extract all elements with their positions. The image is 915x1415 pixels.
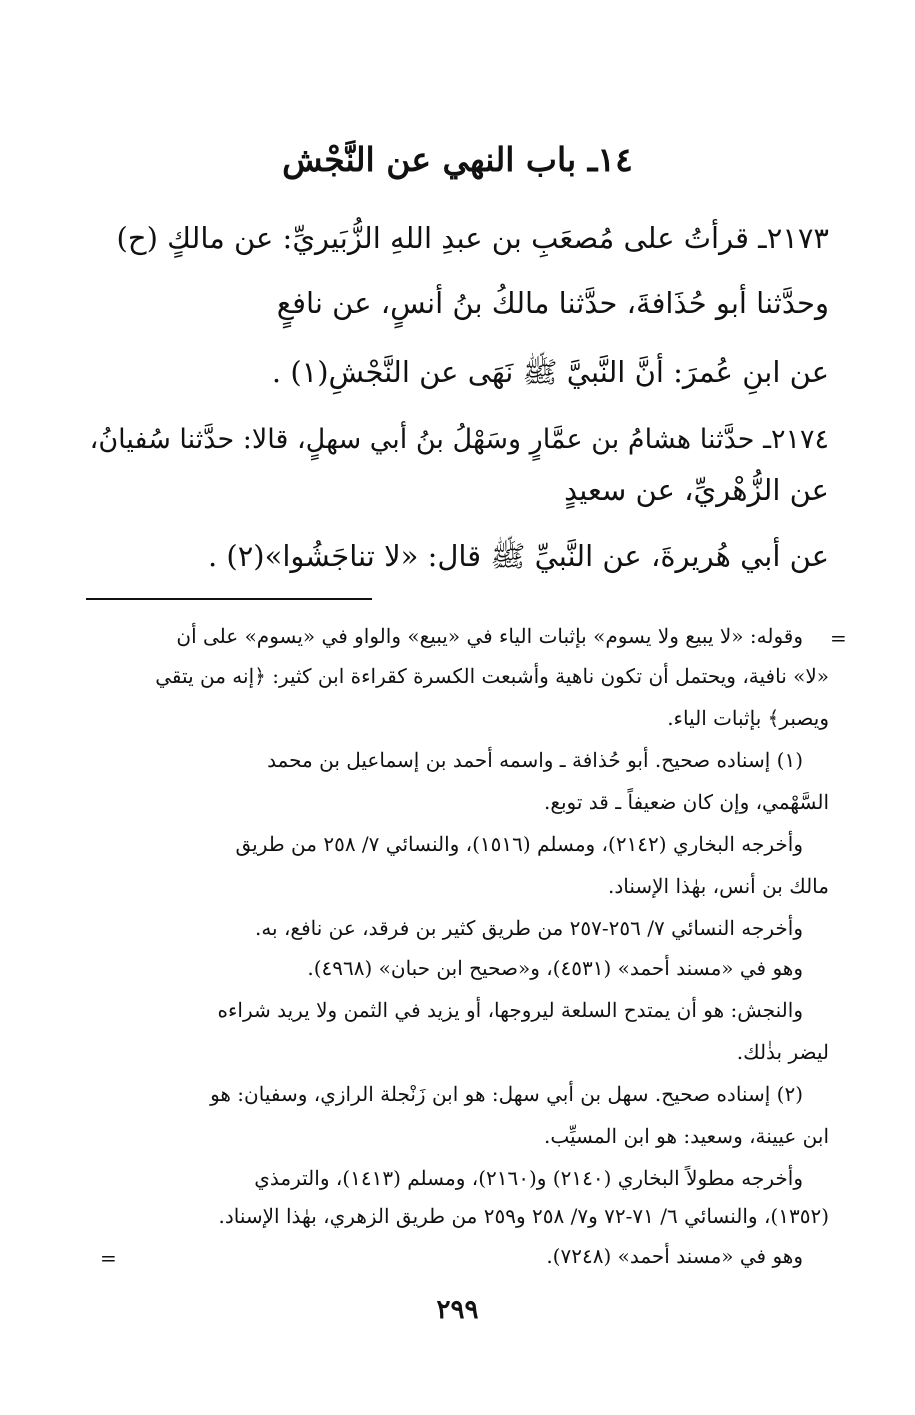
footnote-line: (٢) إسناده صحيح. سهل بن أبي سهل: هو ابن زَنْجلة الرازي، وسفيان: هو xyxy=(210,1082,803,1106)
continuation-mark-top: = xyxy=(830,626,847,650)
footnote-line: (١) إسناده صحيح. أبو حُذافة ـ واسمه أحمد بن إسماعيل بن محمد xyxy=(267,748,803,772)
page-number: ٢٩٩ xyxy=(436,1295,479,1325)
hadith-2173-line-1: ٢١٧٣ـ قرأتُ على مُصعَبِ بن عبدِ اللهِ الزُّبَيريِّ: عن مالكٍ (ح) xyxy=(116,221,829,255)
footnote-line: وهو في «مسند أحمد» (٤٥٣١)، و«صحيح ابن حبان» (٤٩٦٨). xyxy=(307,956,803,980)
footnote-line: ابن عيينة، وسعيد: هو ابن المسيِّب. xyxy=(544,1124,829,1148)
hadith-2173-line-3: عن ابنِ عُمرَ: أنَّ النَّبيَّ ﷺ نَهَى عن النَّجْشِ(١) . xyxy=(271,355,829,389)
footnote-line: وهو في «مسند أحمد» (٧٢٤٨). xyxy=(546,1244,803,1268)
hadith-2174-line-2: عن الزُّهْريِّ، عن سعيدٍ xyxy=(564,473,829,507)
footnote-line: وأخرجه النسائي ٧/ ٢٥٦-٢٥٧ من طريق كثير بن فرقد، عن نافع، به. xyxy=(254,916,803,940)
footnote-line: «لا» نافية، ويحتمل أن تكون ناهية وأشبعت الكسرة كقراءة ابن كثير: ﴿إنه من يتقي xyxy=(155,664,829,688)
continuation-mark-bottom: = xyxy=(100,1246,117,1270)
hadith-2174-line-1: ٢١٧٤ـ حدَّثنا هشامُ بن عمَّارٍ وسَهْلُ بنُ أبي سهلٍ، قالا: حدَّثنا سُفيانُ، xyxy=(89,424,829,455)
footnote-line: والنجش: هو أن يمتدح السلعة ليروجها، أو يزيد في الثمن ولا يريد شراءه xyxy=(217,998,803,1022)
footnote-line: وأخرجه البخاري (٢١٤٢)، ومسلم (١٥١٦)، والنسائي ٧/ ٢٥٨ من طريق xyxy=(235,832,803,856)
hadith-2174-line-3: عن أبي هُريرةَ، عن النَّبيِّ ﷺ قال: «لا تناجَشُوا»(٢) . xyxy=(207,539,829,573)
footnote-line: (١٣٥٢)، والنسائي ٦/ ٧١-٧٢ و٧/ ٢٥٨ و٢٥٩ من طريق الزهري، بهٰذا الإسناد. xyxy=(218,1204,829,1228)
footnote-line: السَّهْمي، وإن كان ضعيفاً ـ قد توبع. xyxy=(543,790,829,814)
chapter-title: ١٤ـ باب النهي عن النَّجْش xyxy=(282,140,633,179)
footnote-line: مالك بن أنس، بهٰذا الإسناد. xyxy=(607,874,829,898)
footnote-separator xyxy=(86,598,372,600)
footnote-line: ويصبر﴾ بإثبات الياء. xyxy=(667,706,829,730)
footnote-line: ليضر بذٰلك. xyxy=(736,1040,829,1064)
footnote-line: وأخرجه مطولاً البخاري (٢١٤٠) و(٢١٦٠)، ومسلم (١٤١٣)، والترمذي xyxy=(254,1166,803,1190)
hadith-2173-line-2: وحدَّثنا أبو حُذَافةَ، حدَّثنا مالكُ بنُ أنسٍ، عن نافعٍ xyxy=(276,286,829,320)
footnote-line: وقوله: «لا يبيع ولا يسوم» بإثبات الياء في «يبيع» والواو في «يسوم» على أن xyxy=(176,624,803,648)
